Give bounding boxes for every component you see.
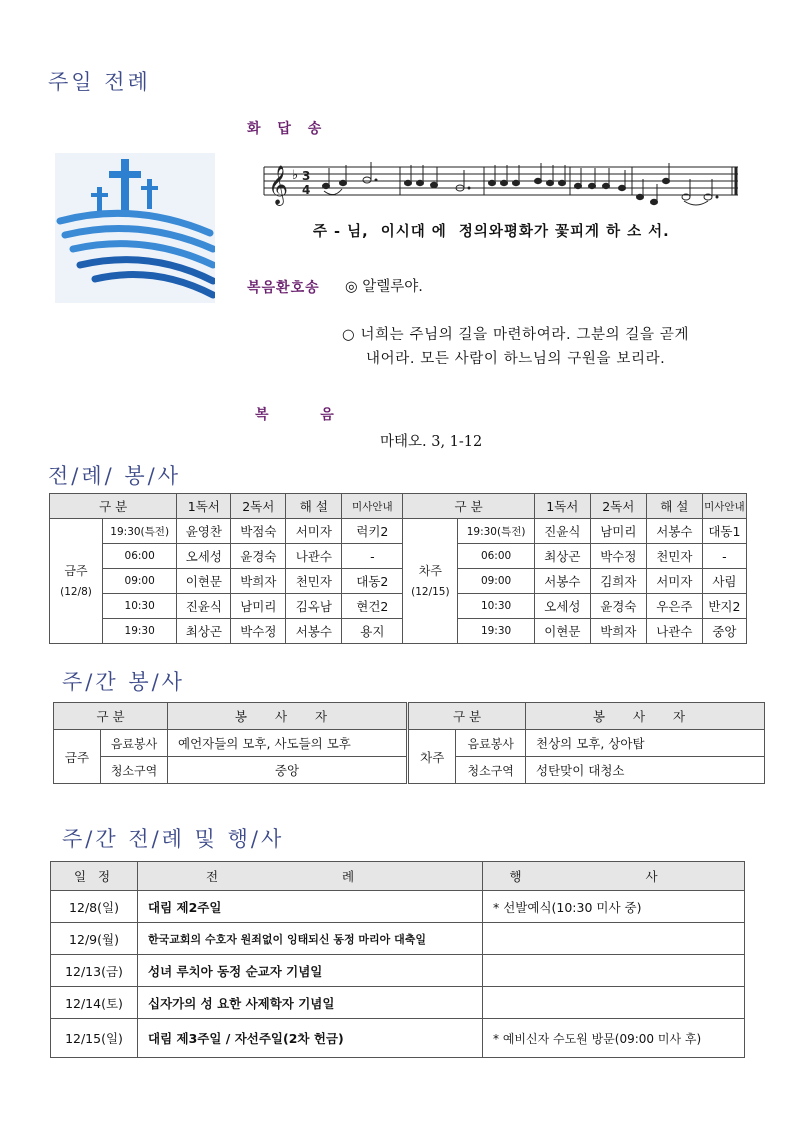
weekly-events-table bbox=[50, 861, 745, 1058]
commentator-cell: 김옥남 bbox=[286, 594, 342, 619]
reader2-cell: 박수정 bbox=[590, 544, 646, 569]
value-cell: 성탄맞이 대청소 bbox=[526, 757, 765, 784]
reader1-cell: 윤영찬 bbox=[177, 519, 231, 544]
liturgy-cell: 대림 제2주일 bbox=[138, 891, 483, 923]
table-row bbox=[50, 619, 747, 644]
next-week-cell bbox=[403, 519, 458, 644]
page-title: 주일 전례 bbox=[48, 70, 151, 94]
col-header: 미사안내 bbox=[342, 494, 403, 519]
type-cell: 청소구역 bbox=[456, 757, 526, 784]
this-week-cell bbox=[50, 519, 103, 644]
date-cell: 12/9(월) bbox=[51, 923, 138, 955]
church-logo bbox=[55, 153, 215, 303]
reader2-cell: 박희자 bbox=[231, 569, 286, 594]
value-cell: 중앙 bbox=[168, 757, 408, 784]
group-label: 금주 bbox=[64, 563, 88, 578]
gospel-acclamation-label: 복음환호송 bbox=[247, 280, 320, 296]
table-row bbox=[50, 569, 747, 594]
col-header: 구 분 bbox=[54, 703, 168, 730]
guide-cell: 용지 bbox=[342, 619, 403, 644]
commentator-cell: 서미자 bbox=[646, 569, 702, 594]
table-row bbox=[54, 730, 765, 757]
guide-cell: 사림 bbox=[702, 569, 746, 594]
guide-cell: 반지2 bbox=[702, 594, 746, 619]
commentator-cell: 나관수 bbox=[286, 544, 342, 569]
reader2-cell: 남미리 bbox=[590, 519, 646, 544]
reader1-cell: 최상곤 bbox=[177, 619, 231, 644]
reader2-cell: 윤경숙 bbox=[231, 544, 286, 569]
weekly-service-table bbox=[53, 702, 765, 784]
col-header: 미사안내 bbox=[702, 494, 746, 519]
reader2-cell: 김희자 bbox=[590, 569, 646, 594]
col-header: 해 설 bbox=[286, 494, 342, 519]
guide-cell: 대동1 bbox=[702, 519, 746, 544]
col-header: 1독서 bbox=[534, 494, 590, 519]
table-row bbox=[50, 519, 747, 544]
time-cell: 10:30 bbox=[103, 594, 177, 619]
liturgy-service-title: 전/례/ 봉/사 bbox=[48, 464, 182, 488]
reader1-cell: 진윤식 bbox=[177, 594, 231, 619]
event-cell bbox=[483, 955, 745, 987]
date-cell: 12/8(일) bbox=[51, 891, 138, 923]
col-header: 구 분 bbox=[408, 703, 526, 730]
guide-cell: - bbox=[702, 544, 746, 569]
reader2-cell: 윤경숙 bbox=[590, 594, 646, 619]
commentator-cell: 천민자 bbox=[646, 544, 702, 569]
time-cell: 19:30 bbox=[103, 619, 177, 644]
guide-cell: - bbox=[342, 544, 403, 569]
psalm-lyrics: 주 - 님, 이시대 에 정의와평화가 꽃피게 하 소 서. bbox=[313, 224, 670, 240]
group-label: 금주 bbox=[54, 730, 101, 784]
table-row bbox=[50, 544, 747, 569]
liturgy-cell: 대림 제3주일 / 자선주일(2차 헌금) bbox=[138, 1019, 483, 1058]
time-cell: 10:30 bbox=[458, 594, 534, 619]
reader1-cell: 이현문 bbox=[534, 619, 590, 644]
commentator-cell: 서봉수 bbox=[646, 519, 702, 544]
date-cell: 12/13(금) bbox=[51, 955, 138, 987]
event-cell: * 예비신자 수도원 방문(09:00 미사 후) bbox=[483, 1019, 745, 1058]
reader2-cell: 남미리 bbox=[231, 594, 286, 619]
group-date: (12/15) bbox=[411, 585, 450, 598]
weekly-events-title: 주/간 전/례 및 행/사 bbox=[62, 827, 285, 851]
table-header-row bbox=[54, 703, 765, 730]
col-header: 2독서 bbox=[590, 494, 646, 519]
value-cell: 천상의 모후, 상아탑 bbox=[526, 730, 765, 757]
group-date: (12/8) bbox=[60, 585, 92, 598]
col-header: 구 분 bbox=[403, 494, 534, 519]
group-label: 차주 bbox=[408, 730, 456, 784]
reader1-cell: 오세성 bbox=[534, 594, 590, 619]
value-cell: 예언자들의 모후, 사도들의 모후 bbox=[168, 730, 408, 757]
guide-cell: 현건2 bbox=[342, 594, 403, 619]
commentator-cell: 서미자 bbox=[286, 519, 342, 544]
guide-cell: 대동2 bbox=[342, 569, 403, 594]
verse-line-2: 내어라. 모든 사람이 하느님의 구원을 보리라. bbox=[366, 351, 666, 367]
col-header: 행 사 bbox=[483, 862, 745, 891]
commentator-cell: 천민자 bbox=[286, 569, 342, 594]
time-cell: 06:00 bbox=[103, 544, 177, 569]
svg-text:𝄞: 𝄞 bbox=[268, 165, 289, 205]
table-row bbox=[51, 1019, 745, 1058]
type-cell: 청소구역 bbox=[101, 757, 168, 784]
liturgy-cell: 성녀 루치아 동정 순교자 기념일 bbox=[138, 955, 483, 987]
alleluia-text: ◎ 알렐루야. bbox=[345, 279, 423, 295]
commentator-cell: 우은주 bbox=[646, 594, 702, 619]
liturgy-service-table bbox=[49, 493, 747, 644]
date-cell: 12/14(토) bbox=[51, 987, 138, 1019]
col-header: 전 례 bbox=[138, 862, 483, 891]
time-cell: 09:00 bbox=[458, 569, 534, 594]
table-row bbox=[51, 891, 745, 923]
reader1-cell: 최상곤 bbox=[534, 544, 590, 569]
svg-text:3: 3 bbox=[302, 169, 311, 183]
event-cell bbox=[483, 923, 745, 955]
liturgy-cell: 한국교회의 수호자 원죄없이 잉태되신 동정 마리아 대축일 bbox=[138, 923, 483, 955]
time-cell: 19:30(특전) bbox=[103, 519, 177, 544]
col-header: 구 분 bbox=[50, 494, 177, 519]
commentator-cell: 나관수 bbox=[646, 619, 702, 644]
svg-text:♭: ♭ bbox=[292, 168, 299, 183]
responsorial-psalm-label: 화 답 송 bbox=[247, 121, 328, 137]
gospel-label: 복 음 bbox=[255, 407, 348, 423]
type-cell: 음료봉사 bbox=[101, 730, 168, 757]
music-staff bbox=[262, 153, 740, 223]
col-header: 1독서 bbox=[177, 494, 231, 519]
verse-line-1: ○ 너희는 주님의 길을 마련하여라. 그분의 길을 곧게 bbox=[342, 327, 690, 343]
table-row bbox=[51, 923, 745, 955]
reader2-cell: 박점숙 bbox=[231, 519, 286, 544]
reader1-cell: 이현문 bbox=[177, 569, 231, 594]
col-header: 봉 사 자 bbox=[168, 703, 408, 730]
svg-text:4: 4 bbox=[302, 183, 311, 197]
reader2-cell: 박수정 bbox=[231, 619, 286, 644]
weekly-service-title: 주/간 봉/사 bbox=[62, 670, 185, 694]
col-header: 봉 사 자 bbox=[526, 703, 765, 730]
col-header: 2독서 bbox=[231, 494, 286, 519]
event-cell: * 선발예식(10:30 미사 중) bbox=[483, 891, 745, 923]
col-header: 해 설 bbox=[646, 494, 702, 519]
group-label: 차주 bbox=[418, 563, 442, 578]
table-row bbox=[51, 955, 745, 987]
guide-cell: 중앙 bbox=[702, 619, 746, 644]
reader1-cell: 오세성 bbox=[177, 544, 231, 569]
reader1-cell: 서봉수 bbox=[534, 569, 590, 594]
date-cell: 12/15(일) bbox=[51, 1019, 138, 1058]
table-row bbox=[51, 987, 745, 1019]
event-cell bbox=[483, 987, 745, 1019]
table-header-row bbox=[51, 862, 745, 891]
type-cell: 음료봉사 bbox=[456, 730, 526, 757]
time-cell: 09:00 bbox=[103, 569, 177, 594]
col-header: 일 정 bbox=[51, 862, 138, 891]
table-header-row bbox=[50, 494, 747, 519]
table-row bbox=[50, 594, 747, 619]
time-cell: 19:30(특전) bbox=[458, 519, 534, 544]
time-cell: 19:30 bbox=[458, 619, 534, 644]
time-cell: 06:00 bbox=[458, 544, 534, 569]
reader1-cell: 진윤식 bbox=[534, 519, 590, 544]
commentator-cell: 서봉수 bbox=[286, 619, 342, 644]
reader2-cell: 박희자 bbox=[590, 619, 646, 644]
liturgy-cell: 십자가의 성 요한 사제학자 기념일 bbox=[138, 987, 483, 1019]
gospel-reference: 마태오. 3, 1-12 bbox=[380, 434, 483, 450]
guide-cell: 럭키2 bbox=[342, 519, 403, 544]
